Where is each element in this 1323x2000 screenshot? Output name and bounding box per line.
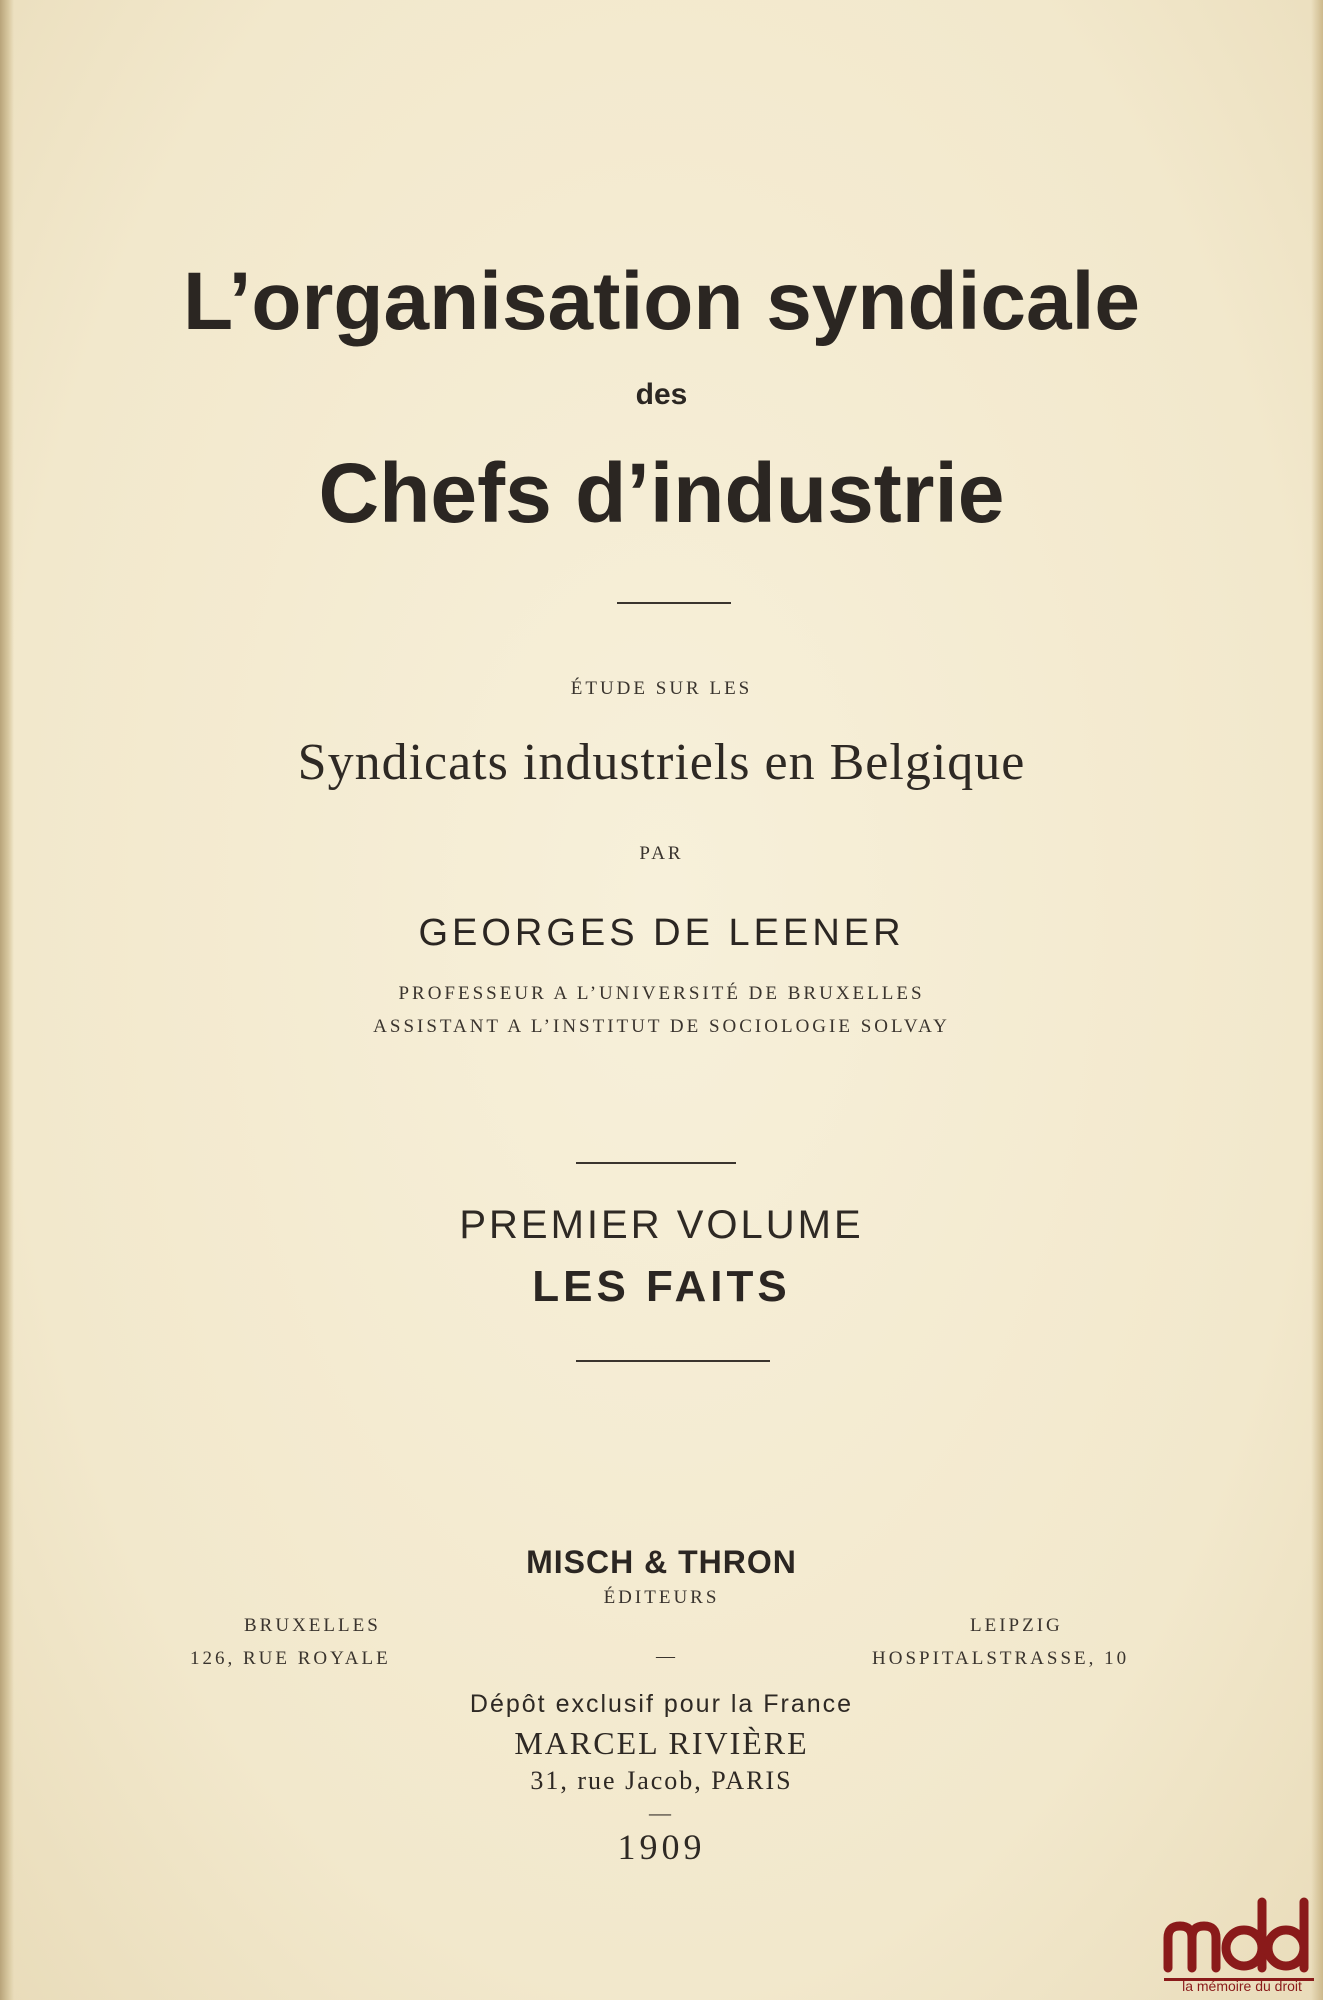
- publication-year: 1909: [617, 1827, 706, 1867]
- publisher-name: MISCH & THRON: [526, 1544, 797, 1580]
- author-affiliation-1: PROFESSEUR A L’UNIVERSITÉ DE BRUXELLES: [398, 983, 925, 1004]
- author-affiliation-2: ASSISTANT A L’INSTITUT DE SOCIOLOGIE SOLVAY: [373, 1016, 950, 1037]
- book-title-line2: des: [635, 378, 688, 411]
- book-title-line3: Chefs d’industrie: [318, 446, 1005, 540]
- publisher-right-address: HOSPITALSTRASSE, 10: [872, 1648, 1130, 1669]
- publisher-left-city: BRUXELLES: [244, 1615, 381, 1636]
- author-name: GEORGES DE LEENER: [418, 912, 905, 954]
- distributor-name: MARCEL RIVIÈRE: [514, 1725, 809, 1761]
- year-separator: —: [649, 1800, 674, 1825]
- divider-rule: [617, 602, 731, 604]
- subtitle-main: Syndicats industriels en Belgique: [297, 734, 1026, 791]
- publisher-role: ÉDITEURS: [603, 1587, 720, 1608]
- volume-title: LES FAITS: [532, 1262, 791, 1311]
- distributor-address: 31, rue Jacob, PARIS: [530, 1766, 793, 1795]
- book-title-line1: L’organisation syndicale: [183, 256, 1140, 347]
- divider-rule: [576, 1360, 770, 1362]
- author-by: PAR: [639, 843, 684, 864]
- volume-label: PREMIER VOLUME: [459, 1203, 864, 1247]
- publisher-left-address: 126, RUE ROYALE: [190, 1648, 391, 1669]
- logo-tagline: la mémoire du droit: [1182, 1978, 1302, 1994]
- publisher-right-city: LEIPZIG: [970, 1615, 1063, 1636]
- divider-rule: [576, 1162, 736, 1164]
- publisher-separator: —: [656, 1646, 678, 1667]
- distribution-note: Dépôt exclusif pour la France: [469, 1690, 854, 1718]
- subtitle-intro: ÉTUDE SUR LES: [570, 678, 753, 699]
